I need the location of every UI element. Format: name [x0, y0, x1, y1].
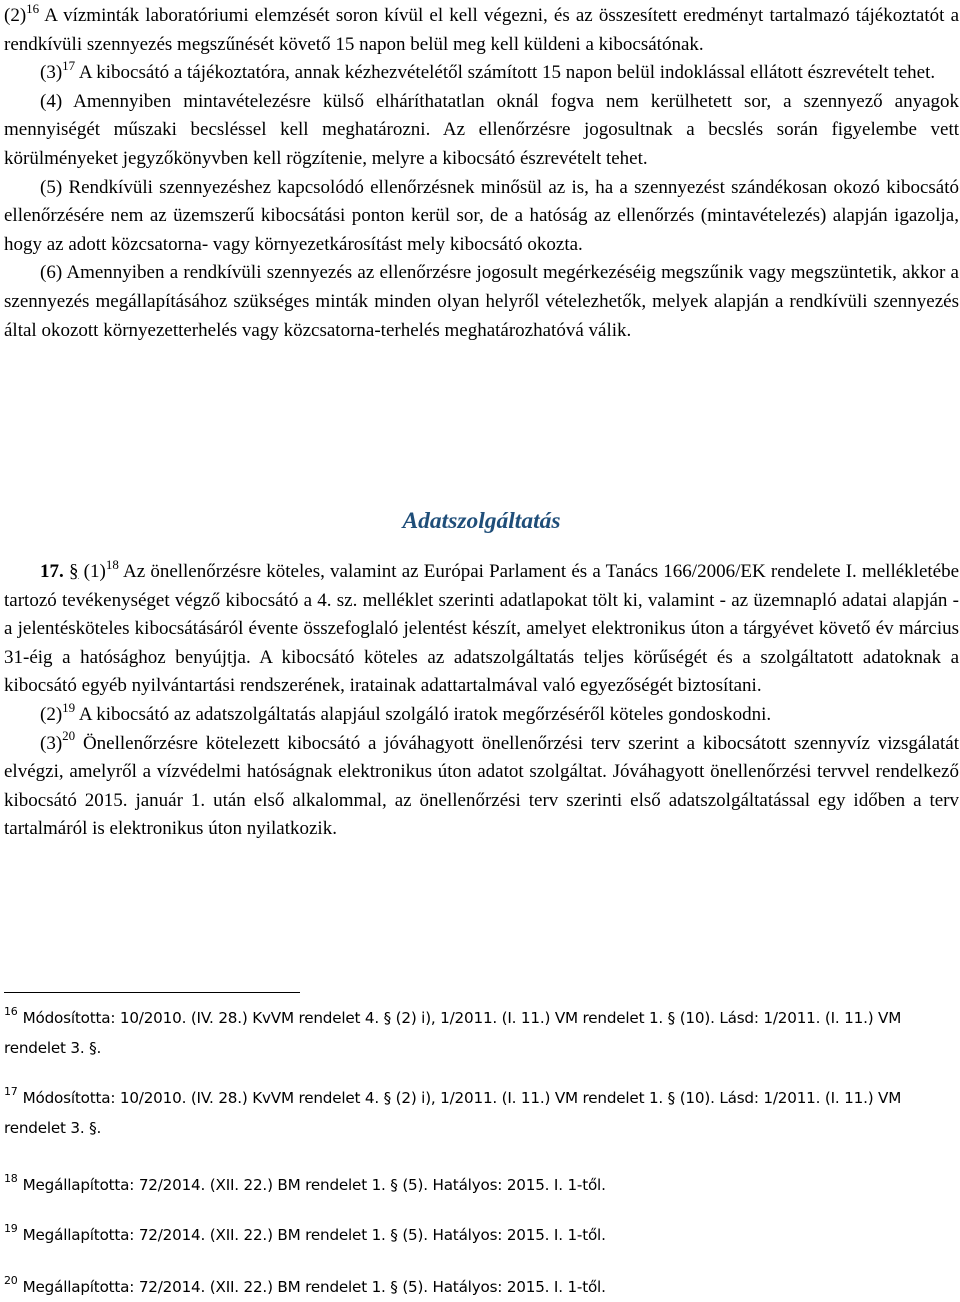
paragraph-number: (1): [83, 561, 106, 582]
footnote-number: 18: [4, 1171, 18, 1185]
paragraph-number: (3): [40, 62, 63, 84]
section-heading: Adatszolgáltatás: [402, 508, 561, 534]
paragraph-6: [4, 259, 959, 345]
paragraph-2: [4, 2, 959, 59]
paragraph-4: [4, 88, 959, 174]
paragraph-text: Amennyiben a rendkívüli szennyezés az ellenőrzésre jogosult megérkezéséig megszűnik vagy megszüntetik, akkor a szennyezés megállapításához szükséges minták minden olyan helyről vételezhetők, melyek alapján a rendkívüli szennyezés által okozott környezetterhelés vagy közcsatorna-terhelés meghatározhatóvá válik.: [4, 262, 959, 341]
paragraph-number: (6): [40, 262, 63, 284]
footnote-number: 20: [4, 1273, 18, 1287]
paragraph-text: Rendkívüli szennyezéshez kapcsolódó ellenőrzésnek minősül az is, ha a szennyezést szándékosan okozó kibocsátó ellenőrzésére nem az üzemszerű kibocsátási ponton kerül sor, de a hatóság az ellenőrzés (mintavételezés) alapján igazolja, hogy az adott közcsatorna- vagy környezetkárosítást mely kibocsátó okozta.: [4, 176, 960, 255]
footnote-ref-18[interactable]: 18: [105, 556, 119, 572]
paragraph-text: Amennyiben mintavételezésre külső elháríthatatlan oknál fogva nem kerülhetett sor, a szennyező anyagok mennyiségét műszaki becsléssel kell meghatározni. Az ellenőrzésre jogosultnak a becslés során figyelembe vett körülményeket jegyzőkönyvben kell rögzítenie, melyre a kibocsátó észrevételt tehet.: [4, 90, 959, 169]
paragraph-number: (5): [40, 176, 63, 198]
footnote-separator: [4, 992, 300, 993]
footnote-text: Megállapította: 72/2014. (XII. 22.) BM rendelet 1. § (5). Hatályos: 2015. I. 1-től.: [22, 1176, 606, 1194]
paragraph-5: [4, 174, 959, 260]
footnote-text: Módosította: 10/2010. (IV. 28.) KvVM rendelet 4. § (2) i), 1/2011. (I. 11.) VM rendelet 1. § (10). Lásd: 1/2011. (I. 11.) VM rendelet 3. §.: [4, 1009, 902, 1057]
footnote-18: [4, 1170, 959, 1200]
footnote-19: [4, 1220, 959, 1250]
section-17-paragraph-1: [4, 558, 959, 701]
paragraph-number: (4): [40, 90, 63, 112]
paragraph-text: A vízminták laboratóriumi elemzését soron kívül el kell végezni, és az összesített eredményt tartalmazó tájékoztatót a rendkívüli szennyezés megszűnését követő 15 napon belül meg kell küldeni a kibocsátónak.: [4, 5, 960, 55]
footnote-number: 16: [4, 1004, 18, 1018]
section-number: 17.: [40, 561, 64, 582]
paragraph-number: (3): [40, 732, 63, 754]
section-17-paragraph-2: [4, 701, 959, 730]
footnote-ref-19[interactable]: 19: [62, 699, 76, 715]
footnote-text: Megállapította: 72/2014. (XII. 22.) BM rendelet 1. § (5). Hatályos: 2015. I. 1-től.: [22, 1278, 606, 1296]
footnote-ref-20[interactable]: 20: [62, 728, 76, 744]
footnote-20: [4, 1272, 959, 1302]
footnote-ref-17[interactable]: 17: [62, 57, 76, 73]
footnote-text: Módosította: 10/2010. (IV. 28.) KvVM rendelet 4. § (2) i), 1/2011. (I. 11.) VM rendelet 1. § (10). Lásd: 1/2011. (I. 11.) VM rendelet 3. §.: [4, 1089, 902, 1137]
section-17: [4, 558, 959, 844]
footnote-text: Megállapította: 72/2014. (XII. 22.) BM rendelet 1. § (5). Hatályos: 2015. I. 1-től.: [22, 1226, 606, 1244]
paragraph-text: Az önellenőrzésre köteles, valamint az Európai Parlament és a Tanács 166/2006/EK rendelete I. mellékletébe tartozó tevékenységet végző kibocsátó a 4. sz. melléklet szerinti adatlapokat tölt ki, valamint - az üzemnapló adatai alapján - a jelentésköteles kibocsátásáról évente összefoglaló jelentést készít, amelyet elektronikus úton a tárgyévet követő év március 31-éig a hatósághoz benyújtja. A kibocsátó köteles az adatszolgáltatás teljes körűségét és a szolgáltatott adatoknak a kibocsátó egyéb nyilvántartási rendszerének, iratainak adattartalmával való egyezőségét biztosítani.: [4, 561, 960, 697]
paragraph-text: A kibocsátó az adatszolgáltatás alapjául szolgáló iratok megőrzéséről köteles gondoskodni.: [78, 703, 772, 725]
paragraph-text: A kibocsátó a tájékoztatóra, annak kézhezvételétől számított 15 napon belül indoklással ellátott észrevételt tehet.: [78, 62, 936, 84]
paragraph-number: (2): [4, 5, 27, 26]
paragraphs-top: [4, 2, 959, 345]
section-symbol-link[interactable]: §: [68, 561, 79, 582]
footnote-number: 17: [4, 1084, 18, 1098]
paragraph-number: (2): [40, 703, 63, 725]
paragraph-text: Önellenőrzésre kötelezett kibocsátó a jóváhagyott önellenőrzési terv szerint a kibocsátott szennyvíz vizsgálatát elvégzi, amelyről a vízvédelmi hatóságnak elektronikus úton adatot szolgáltat. Jóváhagyott önellenőrzési tervvel rendelkező kibocsátó 2015. január 1. után első alkalommal, az önellenőrzési terv szerinti első adatszolgáltatással egy időben a terv tartalmáról is elektronikus úton nyilatkozik.: [4, 732, 959, 840]
footnote-16: [4, 1003, 959, 1063]
section-17-paragraph-3: [4, 730, 959, 844]
paragraph-3: [4, 59, 959, 88]
footnote-17: [4, 1083, 959, 1143]
footnote-ref-16[interactable]: 16: [26, 0, 40, 16]
footnote-number: 19: [4, 1221, 18, 1235]
